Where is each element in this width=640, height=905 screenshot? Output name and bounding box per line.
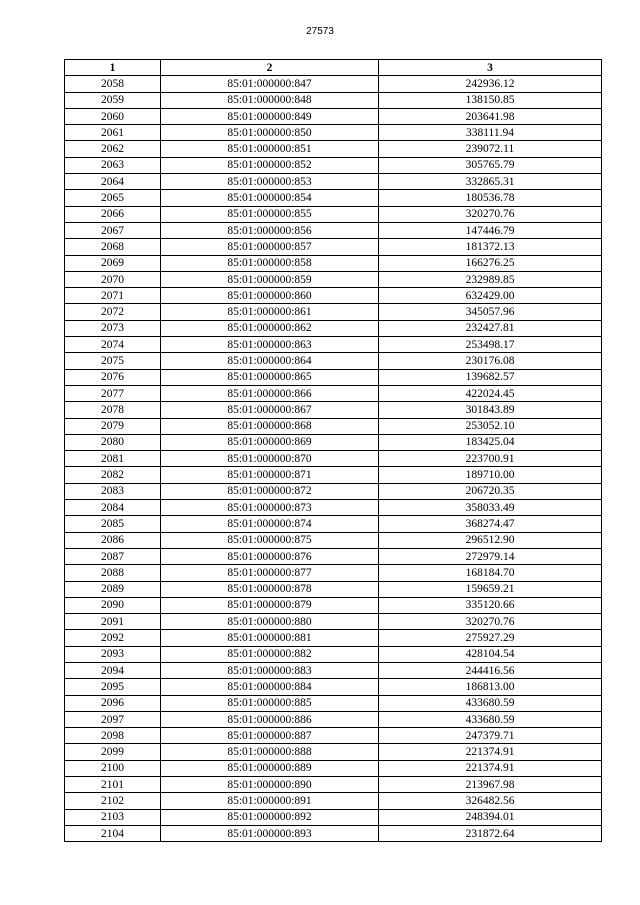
value-cell: 326482.56 bbox=[379, 793, 602, 809]
table-row bbox=[65, 630, 602, 646]
cadastral-number-cell: 85:01:000000:886 bbox=[161, 711, 379, 727]
value-cell: 183425.04 bbox=[379, 434, 602, 450]
row-number-cell: 2078 bbox=[65, 402, 161, 418]
cadastral-number-cell: 85:01:000000:877 bbox=[161, 565, 379, 581]
cadastral-number-cell: 85:01:000000:851 bbox=[161, 141, 379, 157]
table-row bbox=[65, 174, 602, 190]
cadastral-number-cell: 85:01:000000:855 bbox=[161, 206, 379, 222]
value-cell: 138150.85 bbox=[379, 92, 602, 108]
row-number-cell: 2070 bbox=[65, 271, 161, 287]
row-number-cell: 2098 bbox=[65, 728, 161, 744]
value-cell: 296512.90 bbox=[379, 532, 602, 548]
table-row bbox=[65, 760, 602, 776]
table-row bbox=[65, 141, 602, 157]
row-number-cell: 2073 bbox=[65, 320, 161, 336]
cadastral-number-cell: 85:01:000000:874 bbox=[161, 516, 379, 532]
value-cell: 248394.01 bbox=[379, 809, 602, 825]
table-row bbox=[65, 76, 602, 92]
value-cell: 159659.21 bbox=[379, 581, 602, 597]
cadastral-number-cell: 85:01:000000:848 bbox=[161, 92, 379, 108]
value-cell: 338111.94 bbox=[379, 125, 602, 141]
table-row bbox=[65, 500, 602, 516]
row-number-cell: 2091 bbox=[65, 614, 161, 630]
cadastral-number-cell: 85:01:000000:876 bbox=[161, 548, 379, 564]
value-cell: 345057.96 bbox=[379, 304, 602, 320]
value-cell: 433680.59 bbox=[379, 711, 602, 727]
row-number-cell: 2061 bbox=[65, 125, 161, 141]
column-header-cadastral-number: 2 bbox=[161, 60, 379, 76]
value-cell: 422024.45 bbox=[379, 385, 602, 401]
cadastral-number-cell: 85:01:000000:873 bbox=[161, 500, 379, 516]
row-number-cell: 2059 bbox=[65, 92, 161, 108]
row-number-cell: 2089 bbox=[65, 581, 161, 597]
cadastral-number-cell: 85:01:000000:880 bbox=[161, 614, 379, 630]
cadastral-number-cell: 85:01:000000:872 bbox=[161, 483, 379, 499]
cadastral-number-cell: 85:01:000000:857 bbox=[161, 239, 379, 255]
table-row bbox=[65, 825, 602, 841]
table-row bbox=[65, 434, 602, 450]
value-cell: 305765.79 bbox=[379, 157, 602, 173]
row-number-cell: 2096 bbox=[65, 695, 161, 711]
table-row bbox=[65, 239, 602, 255]
table-row bbox=[65, 320, 602, 336]
table-body bbox=[65, 76, 602, 842]
value-cell: 272979.14 bbox=[379, 548, 602, 564]
cadastral-number-cell: 85:01:000000:870 bbox=[161, 451, 379, 467]
table-row bbox=[65, 614, 602, 630]
value-cell: 186813.00 bbox=[379, 679, 602, 695]
table-row bbox=[65, 581, 602, 597]
table-row bbox=[65, 385, 602, 401]
table-row bbox=[65, 418, 602, 434]
value-cell: 320270.76 bbox=[379, 614, 602, 630]
cadastral-number-cell: 85:01:000000:871 bbox=[161, 467, 379, 483]
table-row bbox=[65, 744, 602, 760]
cadastral-number-cell: 85:01:000000:889 bbox=[161, 760, 379, 776]
table-row bbox=[65, 337, 602, 353]
table-row bbox=[65, 597, 602, 613]
cadastral-number-cell: 85:01:000000:869 bbox=[161, 434, 379, 450]
table-row bbox=[65, 695, 602, 711]
row-number-cell: 2097 bbox=[65, 711, 161, 727]
cadastral-number-cell: 85:01:000000:882 bbox=[161, 646, 379, 662]
table-row bbox=[65, 532, 602, 548]
value-cell: 358033.49 bbox=[379, 500, 602, 516]
row-number-cell: 2076 bbox=[65, 369, 161, 385]
cadastral-number-cell: 85:01:000000:868 bbox=[161, 418, 379, 434]
row-number-cell: 2101 bbox=[65, 777, 161, 793]
table-row bbox=[65, 206, 602, 222]
row-number-cell: 2095 bbox=[65, 679, 161, 695]
cadastral-number-cell: 85:01:000000:891 bbox=[161, 793, 379, 809]
row-number-cell: 2092 bbox=[65, 630, 161, 646]
value-cell: 632429.00 bbox=[379, 288, 602, 304]
cadastral-number-cell: 85:01:000000:853 bbox=[161, 174, 379, 190]
cadastral-number-cell: 85:01:000000:849 bbox=[161, 108, 379, 124]
value-cell: 139682.57 bbox=[379, 369, 602, 385]
row-number-cell: 2082 bbox=[65, 467, 161, 483]
cadastral-number-cell: 85:01:000000:887 bbox=[161, 728, 379, 744]
cadastral-number-cell: 85:01:000000:860 bbox=[161, 288, 379, 304]
row-number-cell: 2086 bbox=[65, 532, 161, 548]
cadastral-number-cell: 85:01:000000:892 bbox=[161, 809, 379, 825]
row-number-cell: 2074 bbox=[65, 337, 161, 353]
table-row bbox=[65, 679, 602, 695]
row-number-cell: 2083 bbox=[65, 483, 161, 499]
cadastral-number-cell: 85:01:000000:888 bbox=[161, 744, 379, 760]
value-cell: 332865.31 bbox=[379, 174, 602, 190]
table-row bbox=[65, 777, 602, 793]
row-number-cell: 2060 bbox=[65, 108, 161, 124]
value-cell: 428104.54 bbox=[379, 646, 602, 662]
row-number-cell: 2063 bbox=[65, 157, 161, 173]
table-row bbox=[65, 369, 602, 385]
cadastral-number-cell: 85:01:000000:865 bbox=[161, 369, 379, 385]
table-row bbox=[65, 190, 602, 206]
row-number-cell: 2062 bbox=[65, 141, 161, 157]
row-number-cell: 2064 bbox=[65, 174, 161, 190]
table-row bbox=[65, 271, 602, 287]
table-row bbox=[65, 483, 602, 499]
value-cell: 335120.66 bbox=[379, 597, 602, 613]
table-row bbox=[65, 728, 602, 744]
cadastral-number-cell: 85:01:000000:864 bbox=[161, 353, 379, 369]
row-number-cell: 2085 bbox=[65, 516, 161, 532]
value-cell: 147446.79 bbox=[379, 222, 602, 238]
cadastral-number-cell: 85:01:000000:863 bbox=[161, 337, 379, 353]
table-row bbox=[65, 108, 602, 124]
row-number-cell: 2077 bbox=[65, 385, 161, 401]
value-cell: 433680.59 bbox=[379, 695, 602, 711]
row-number-cell: 2066 bbox=[65, 206, 161, 222]
value-cell: 181372.13 bbox=[379, 239, 602, 255]
table-row bbox=[65, 548, 602, 564]
row-number-cell: 2079 bbox=[65, 418, 161, 434]
cadastral-number-cell: 85:01:000000:893 bbox=[161, 825, 379, 841]
cadastral-number-cell: 85:01:000000:881 bbox=[161, 630, 379, 646]
header-row bbox=[65, 60, 602, 76]
value-cell: 180536.78 bbox=[379, 190, 602, 206]
cadastral-number-cell: 85:01:000000:867 bbox=[161, 402, 379, 418]
value-cell: 230176.08 bbox=[379, 353, 602, 369]
row-number-cell: 2103 bbox=[65, 809, 161, 825]
table-row bbox=[65, 125, 602, 141]
cadastral-number-cell: 85:01:000000:890 bbox=[161, 777, 379, 793]
cadastral-number-cell: 85:01:000000:854 bbox=[161, 190, 379, 206]
table-row bbox=[65, 288, 602, 304]
row-number-cell: 2072 bbox=[65, 304, 161, 320]
table-row bbox=[65, 565, 602, 581]
table-row bbox=[65, 809, 602, 825]
row-number-cell: 2084 bbox=[65, 500, 161, 516]
value-cell: 242936.12 bbox=[379, 76, 602, 92]
cadastral-number-cell: 85:01:000000:847 bbox=[161, 76, 379, 92]
row-number-cell: 2068 bbox=[65, 239, 161, 255]
cadastral-number-cell: 85:01:000000:883 bbox=[161, 662, 379, 678]
row-number-cell: 2102 bbox=[65, 793, 161, 809]
value-cell: 166276.25 bbox=[379, 255, 602, 271]
table-row bbox=[65, 646, 602, 662]
cadastral-number-cell: 85:01:000000:878 bbox=[161, 581, 379, 597]
table-row bbox=[65, 402, 602, 418]
table-row bbox=[65, 92, 602, 108]
table-row bbox=[65, 451, 602, 467]
cadastral-number-cell: 85:01:000000:884 bbox=[161, 679, 379, 695]
value-cell: 275927.29 bbox=[379, 630, 602, 646]
row-number-cell: 2100 bbox=[65, 760, 161, 776]
row-number-cell: 2093 bbox=[65, 646, 161, 662]
data-table bbox=[64, 59, 602, 842]
row-number-cell: 2094 bbox=[65, 662, 161, 678]
value-cell: 368274.47 bbox=[379, 516, 602, 532]
cadastral-number-cell: 85:01:000000:859 bbox=[161, 271, 379, 287]
page-number: 27573 bbox=[306, 26, 334, 37]
value-cell: 168184.70 bbox=[379, 565, 602, 581]
value-cell: 221374.91 bbox=[379, 744, 602, 760]
row-number-cell: 2071 bbox=[65, 288, 161, 304]
value-cell: 253498.17 bbox=[379, 337, 602, 353]
table-header bbox=[65, 60, 602, 76]
cadastral-number-cell: 85:01:000000:861 bbox=[161, 304, 379, 320]
table-row bbox=[65, 467, 602, 483]
table-row bbox=[65, 222, 602, 238]
value-cell: 301843.89 bbox=[379, 402, 602, 418]
table-row bbox=[65, 304, 602, 320]
table-row bbox=[65, 353, 602, 369]
table-row bbox=[65, 255, 602, 271]
value-cell: 247379.71 bbox=[379, 728, 602, 744]
cadastral-number-cell: 85:01:000000:858 bbox=[161, 255, 379, 271]
row-number-cell: 2067 bbox=[65, 222, 161, 238]
value-cell: 232989.85 bbox=[379, 271, 602, 287]
row-number-cell: 2058 bbox=[65, 76, 161, 92]
row-number-cell: 2090 bbox=[65, 597, 161, 613]
value-cell: 253052.10 bbox=[379, 418, 602, 434]
value-cell: 203641.98 bbox=[379, 108, 602, 124]
row-number-cell: 2088 bbox=[65, 565, 161, 581]
value-cell: 239072.11 bbox=[379, 141, 602, 157]
value-cell: 223700.91 bbox=[379, 451, 602, 467]
row-number-cell: 2087 bbox=[65, 548, 161, 564]
value-cell: 320270.76 bbox=[379, 206, 602, 222]
row-number-cell: 2081 bbox=[65, 451, 161, 467]
row-number-cell: 2075 bbox=[65, 353, 161, 369]
row-number-cell: 2065 bbox=[65, 190, 161, 206]
table-row bbox=[65, 793, 602, 809]
value-cell: 231872.64 bbox=[379, 825, 602, 841]
row-number-cell: 2069 bbox=[65, 255, 161, 271]
value-cell: 213967.98 bbox=[379, 777, 602, 793]
column-header-number: 1 bbox=[65, 60, 161, 76]
value-cell: 232427.81 bbox=[379, 320, 602, 336]
row-number-cell: 2080 bbox=[65, 434, 161, 450]
row-number-cell: 2104 bbox=[65, 825, 161, 841]
cadastral-number-cell: 85:01:000000:862 bbox=[161, 320, 379, 336]
cadastral-number-cell: 85:01:000000:879 bbox=[161, 597, 379, 613]
value-cell: 244416.56 bbox=[379, 662, 602, 678]
cadastral-number-cell: 85:01:000000:885 bbox=[161, 695, 379, 711]
value-cell: 206720.35 bbox=[379, 483, 602, 499]
value-cell: 189710.00 bbox=[379, 467, 602, 483]
cadastral-number-cell: 85:01:000000:875 bbox=[161, 532, 379, 548]
table-row bbox=[65, 662, 602, 678]
value-cell: 221374.91 bbox=[379, 760, 602, 776]
column-header-value: 3 bbox=[379, 60, 602, 76]
cadastral-number-cell: 85:01:000000:852 bbox=[161, 157, 379, 173]
row-number-cell: 2099 bbox=[65, 744, 161, 760]
cadastral-number-cell: 85:01:000000:866 bbox=[161, 385, 379, 401]
table-row bbox=[65, 516, 602, 532]
cadastral-number-cell: 85:01:000000:850 bbox=[161, 125, 379, 141]
table-row bbox=[65, 157, 602, 173]
table-row bbox=[65, 711, 602, 727]
cadastral-number-cell: 85:01:000000:856 bbox=[161, 222, 379, 238]
